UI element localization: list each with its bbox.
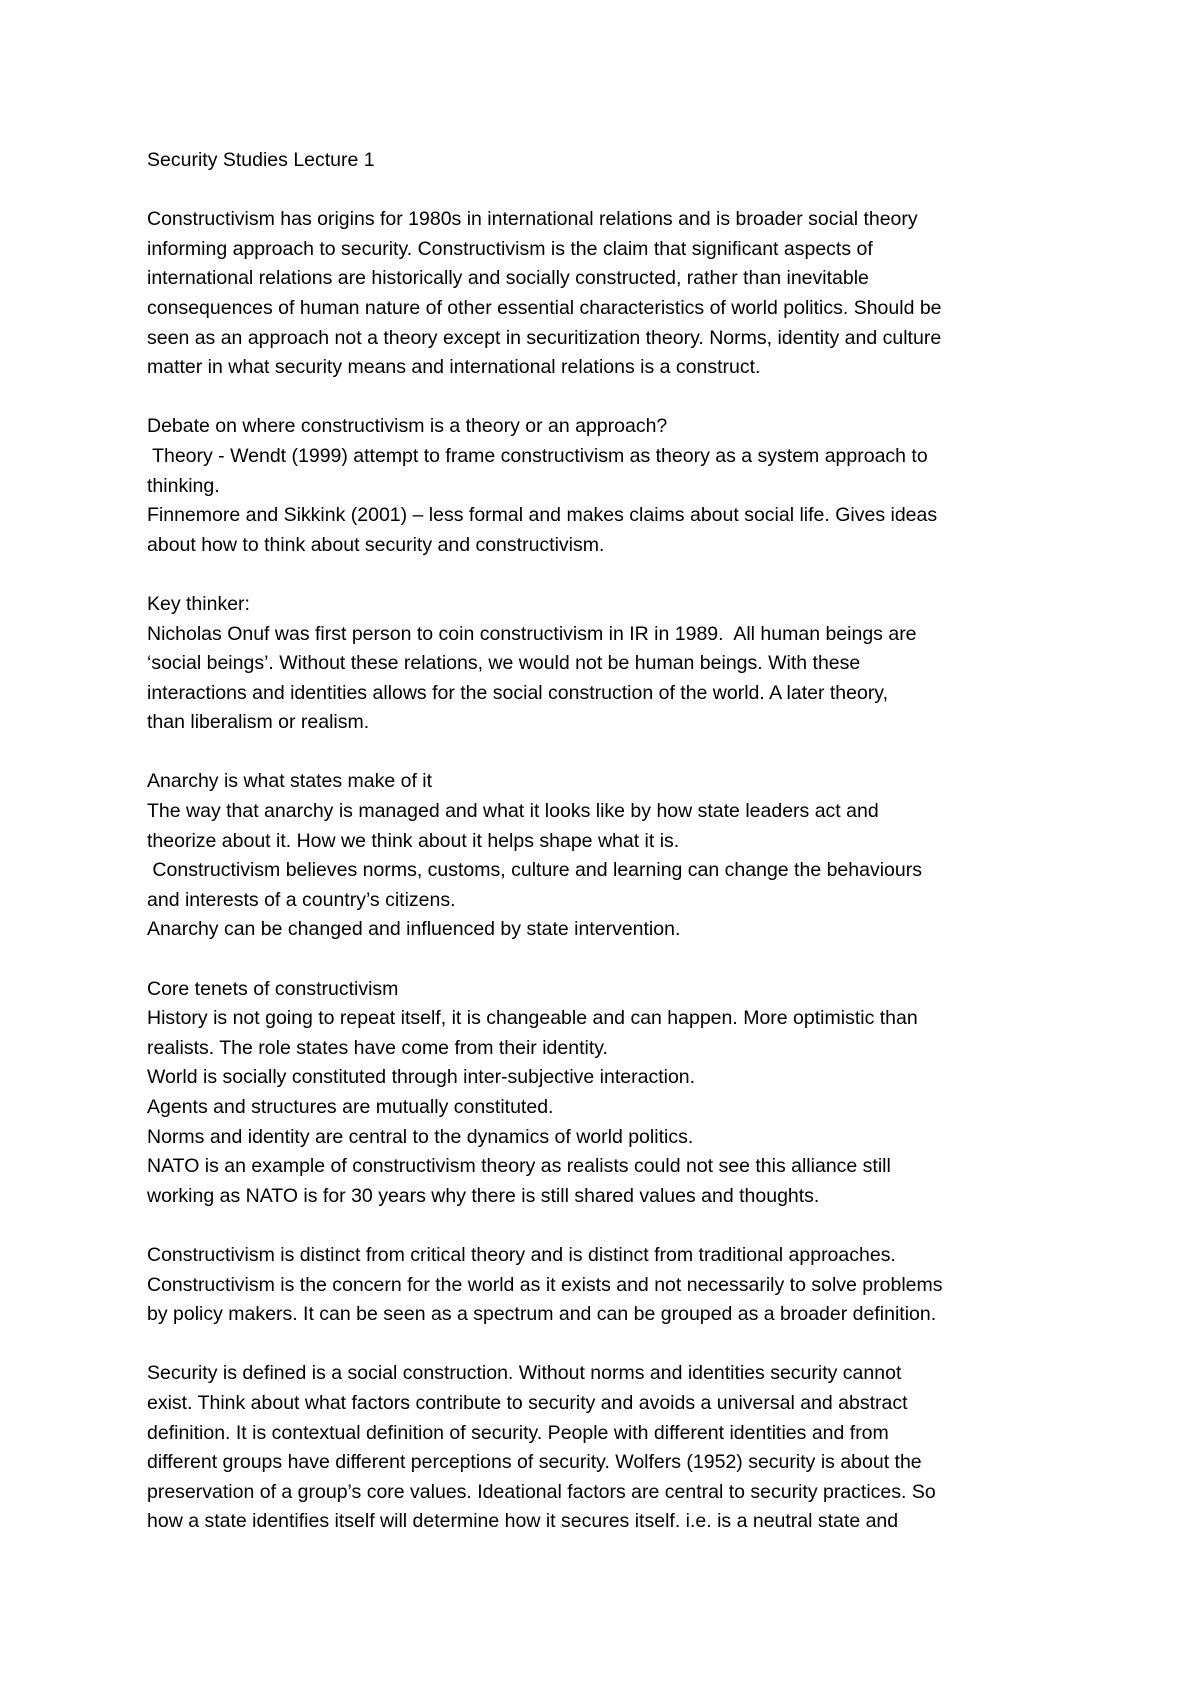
text-line: different groups have different perceptions of security. Wolfers (1952) security is about the	[147, 1451, 922, 1474]
text-line: ‘social beings’. Without these relations, we would not be human beings. With these	[147, 652, 861, 675]
paragraph-security-definition	[147, 1359, 1077, 1537]
text-line: by policy makers. It can be seen as a spectrum and can be grouped as a broader definition.	[147, 1303, 937, 1326]
text-line: Constructivism is the concern for the world as it exists and not necessarily to solve problems	[147, 1273, 943, 1296]
paragraph-gap	[147, 383, 1077, 413]
text-line: about how to think about security and constructivism.	[147, 533, 605, 556]
paragraph-anarchy	[147, 767, 1077, 945]
text-line: matter in what security means and international relations is a construct.	[147, 356, 761, 379]
text-line: World is socially constituted through inter-subjective interaction.	[147, 1066, 696, 1089]
text-line: Core tenets of constructivism	[147, 977, 399, 1000]
document-title: Security Studies Lecture 1	[147, 149, 375, 171]
text-line: Finnemore and Sikkink (2001) – less formal and makes claims about social life. Gives ideas	[147, 504, 938, 527]
paragraph-gap	[147, 945, 1077, 975]
text-line: Anarchy is what states make of it	[147, 770, 433, 793]
text-line: The way that anarchy is managed and what it looks like by how state leaders act and	[147, 800, 879, 823]
paragraph-gap	[147, 560, 1077, 590]
text-line: informing approach to security. Constructivism is the claim that significant aspects of	[147, 237, 873, 260]
text-line: definition. It is contextual definition of security. People with different identities and from	[147, 1421, 889, 1444]
text-line: Security is defined is a social construction. Without norms and identities security cannot	[147, 1362, 902, 1385]
paragraph-gap	[147, 1211, 1077, 1241]
paragraph-gap	[147, 738, 1077, 768]
text-line: how a state identifies itself will determine how it secures itself. i.e. is a neutral state and	[147, 1510, 899, 1533]
text-line: Key thinker:	[147, 592, 250, 615]
text-line: Anarchy can be changed and influenced by state intervention.	[147, 918, 681, 941]
text-line: Agents and structures are mutually constituted.	[147, 1096, 554, 1118]
paragraph-gap	[147, 176, 1077, 206]
text-line: Constructivism believes norms, customs, culture and learning can change the behaviours	[147, 859, 922, 882]
text-line: Constructivism is distinct from critical theory and is distinct from traditional approaches.	[147, 1243, 896, 1266]
text-line: working as NATO is for 30 years why there is still shared values and thoughts.	[147, 1184, 820, 1207]
paragraph-core-tenets	[147, 975, 1077, 1212]
paragraph-theory-debate	[147, 412, 1077, 560]
text-line: Norms and identity are central to the dynamics of world politics.	[147, 1125, 694, 1148]
text-line: consequences of human nature of other essential characteristics of world politics. Should be	[147, 296, 942, 319]
text-line: theorize about it. How we think about it helps shape what it is.	[147, 829, 680, 852]
text-line: preservation of a group’s core values. Ideational factors are central to security practices. So	[147, 1480, 936, 1503]
paragraph-critical-theory	[147, 1241, 1077, 1330]
text-line: Theory - Wendt (1999) attempt to frame constructivism as theory as a system approach to	[147, 444, 928, 467]
text-line: Nicholas Onuf was first person to coin constructivism in IR in 1989. All human beings are	[147, 622, 917, 645]
text-line: seen as an approach not a theory except in securitization theory. Norms, identity and culture	[147, 326, 942, 349]
text-line: than liberalism or realism.	[147, 711, 370, 734]
text-line: interactions and identities allows for the social construction of the world. A later theory,	[147, 681, 889, 704]
text-line: and interests of a country’s citizens.	[147, 888, 456, 911]
text-line: Debate on where constructivism is a theory or an approach?	[147, 415, 668, 438]
text-line: Constructivism has origins for 1980s in international relations and is broader social theory	[147, 208, 918, 231]
document-page	[147, 146, 1077, 1537]
text-line: international relations are historically and socially constructed, rather than inevitable	[147, 267, 869, 290]
paragraph-gap	[147, 1330, 1077, 1360]
text-line: History is not going to repeat itself, it is changeable and can happen. More optimistic than	[147, 1007, 918, 1030]
text-line: exist. Think about what factors contribute to security and avoids a universal and abstract	[147, 1391, 908, 1414]
text-line: NATO is an example of constructivism theory as realists could not see this alliance still	[147, 1155, 891, 1178]
text-line: realists. The role states have come from their identity.	[147, 1036, 608, 1059]
text-line: thinking.	[147, 474, 220, 497]
paragraph-key-thinker	[147, 590, 1077, 738]
paragraph-constructivism-origins	[147, 205, 1077, 383]
